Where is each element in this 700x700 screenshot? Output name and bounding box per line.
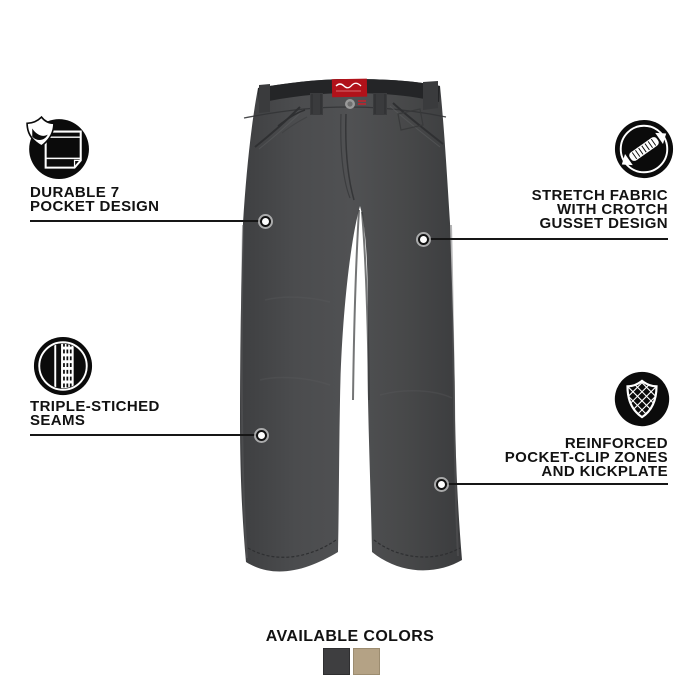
pants-product-image (230, 50, 475, 590)
callout-leader-line (440, 483, 668, 485)
brand-label (332, 79, 367, 98)
callout-durable-pockets (30, 186, 159, 214)
callout-reinforced-zones (505, 437, 668, 479)
color-swatch-dark-gray (323, 648, 350, 675)
pocket-shield-icon (24, 114, 90, 180)
callout-line: AND KICKPLATE (541, 463, 668, 480)
available-colors-title: AVAILABLE COLORS (265, 628, 435, 645)
callout-triple-stitched (30, 400, 160, 428)
callout-anchor-dot (436, 479, 447, 490)
callout-leader-line (30, 434, 260, 436)
callout-anchor-dot (256, 430, 267, 441)
callout-anchor-dot (418, 234, 429, 245)
callout-line: STRETCH FABRIC (531, 187, 668, 204)
color-swatch-khaki (353, 648, 380, 675)
callout-line: DURABLE 7 (30, 184, 120, 201)
triple-stitch-icon (32, 335, 94, 397)
callout-line: POCKET DESIGN (30, 198, 160, 215)
callout-leader-line (30, 220, 264, 222)
callout-anchor-dot (260, 216, 271, 227)
callout-line: REINFORCED (564, 435, 668, 452)
pants-silhouette (240, 79, 462, 571)
callout-line: WITH CROTCH (556, 201, 668, 218)
callout-line: POCKET-CLIP ZONES (504, 449, 668, 466)
callout-stretch-fabric (532, 189, 668, 231)
stretch-fabric-icon (613, 118, 675, 180)
reinforced-shield-icon (613, 370, 671, 428)
callout-line: GUSSET DESIGN (539, 215, 668, 232)
callout-line: TRIPLE-STICHED (30, 398, 160, 415)
callout-leader-line (422, 238, 668, 240)
callout-line: SEAMS (30, 412, 86, 429)
